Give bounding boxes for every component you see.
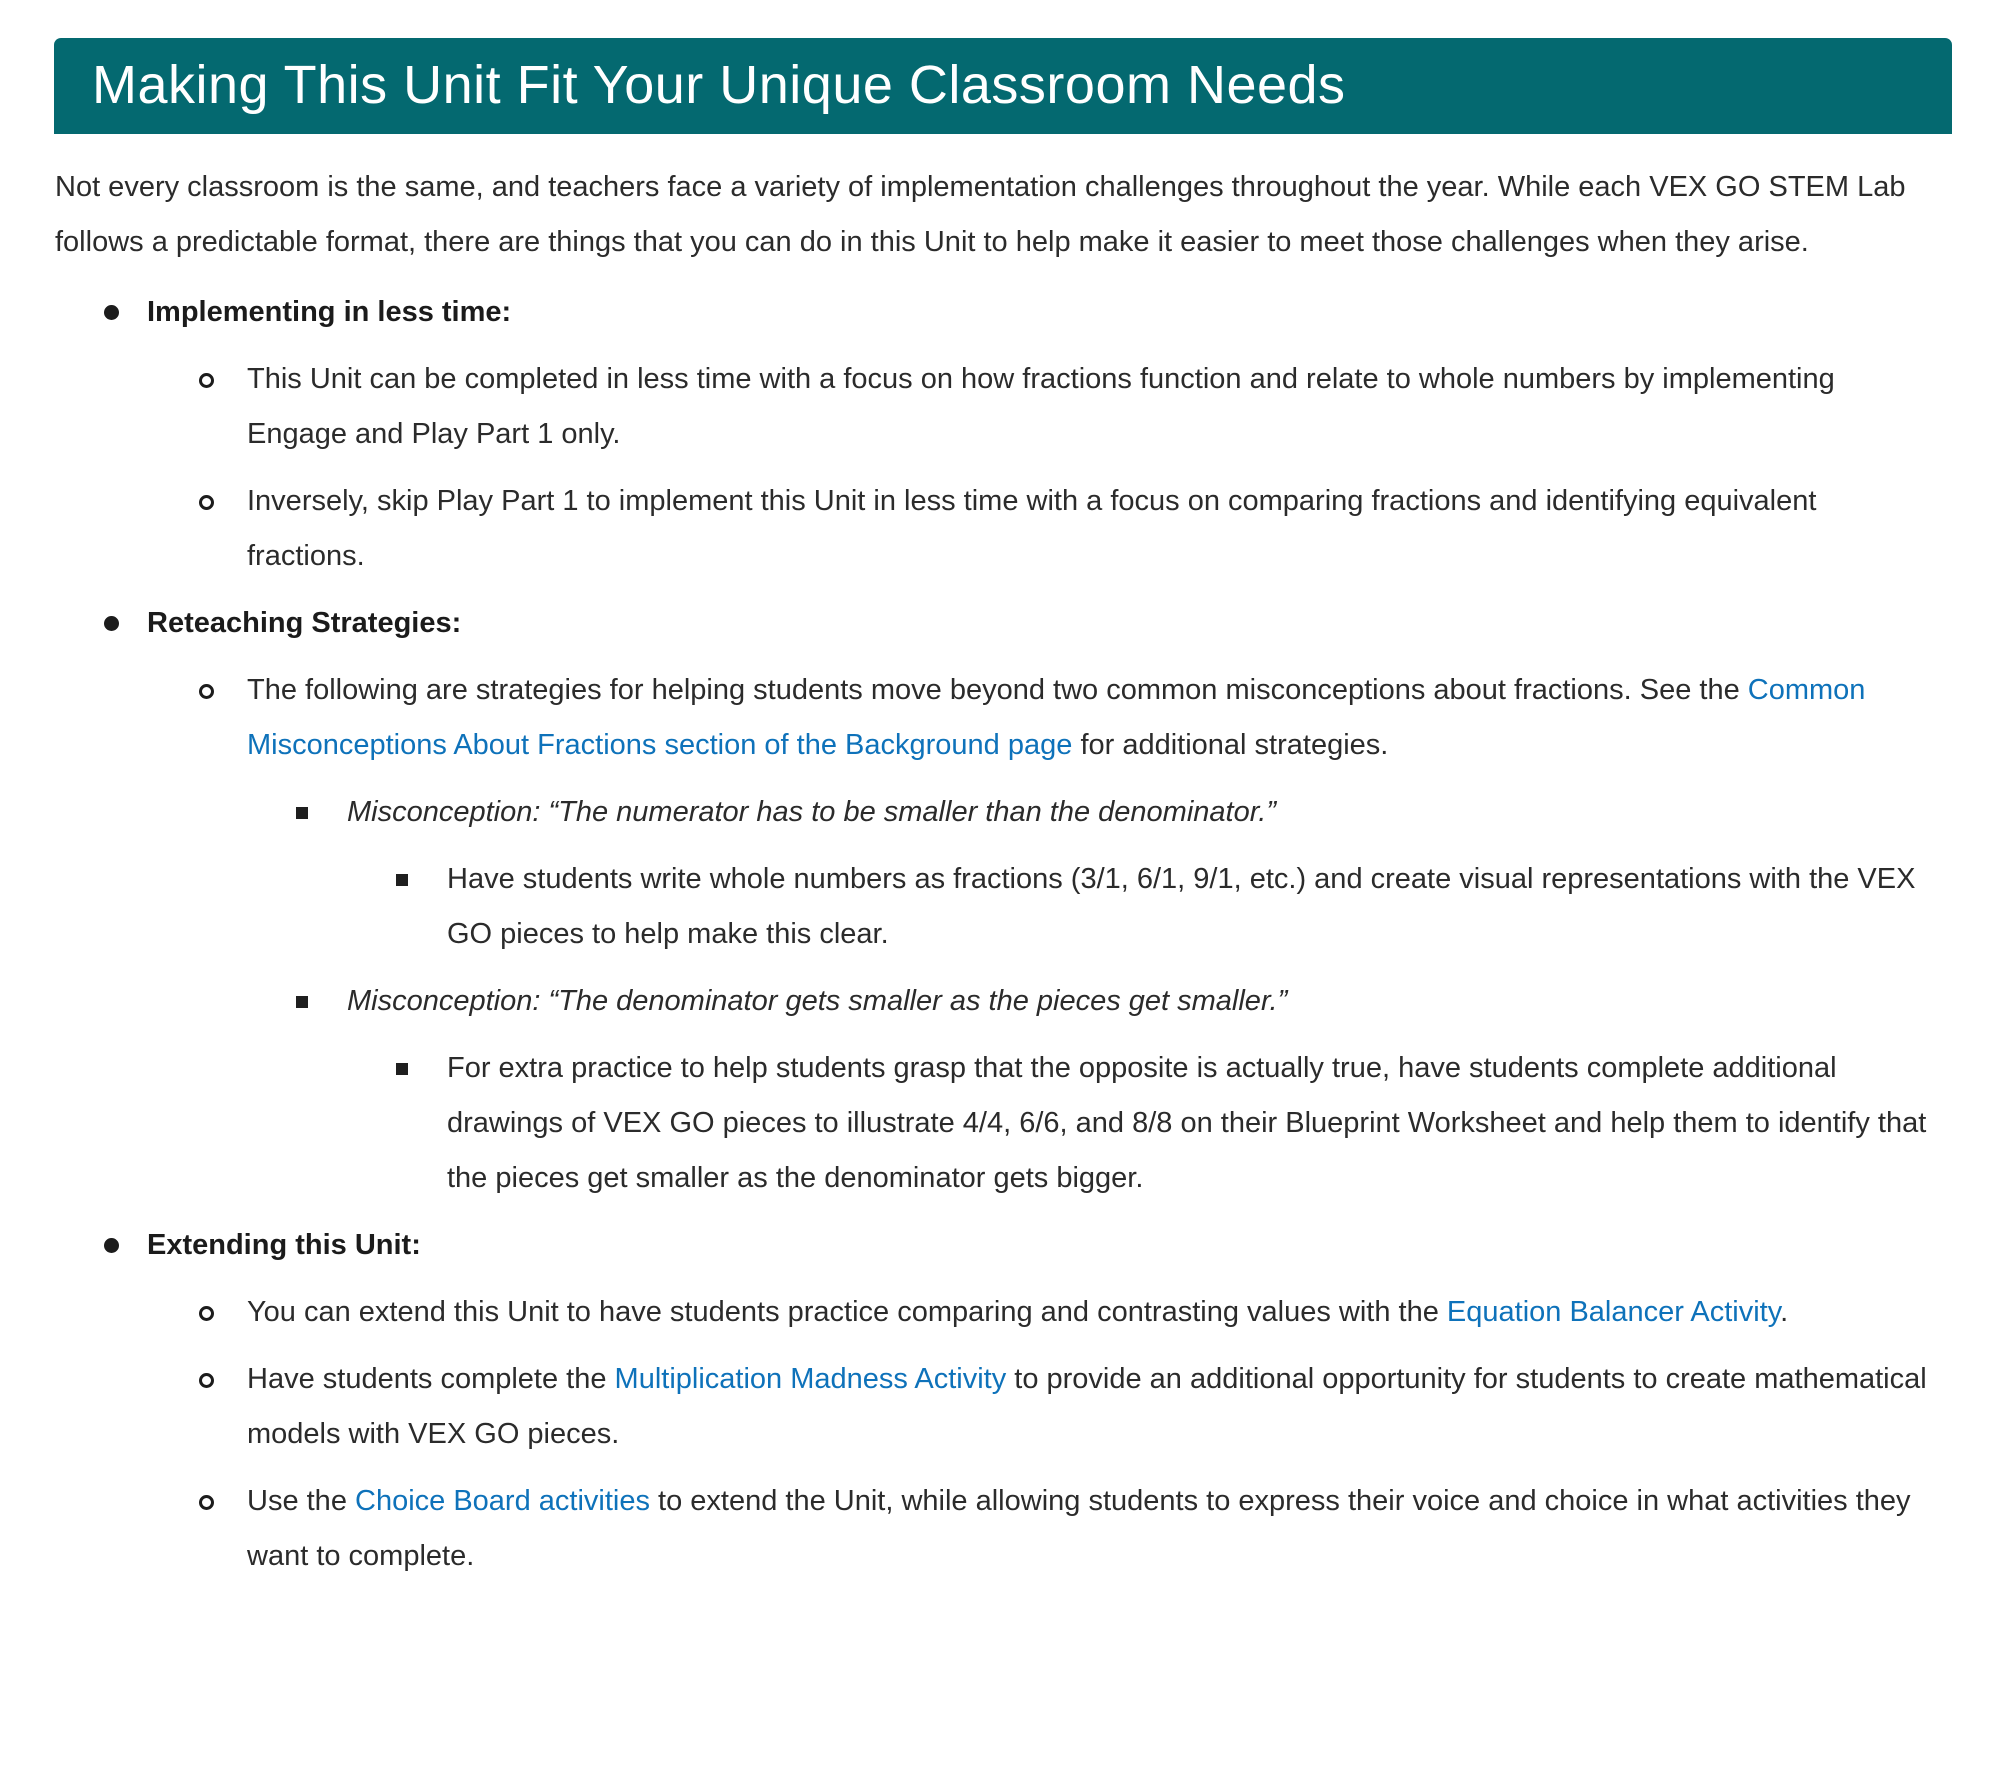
reteaching-sublist (147, 663, 1932, 1206)
list-item-misconception-denominator (347, 974, 1932, 1206)
item-text: to provide an additional opportunity for students to create mathematical models with VEX GO pieces. (247, 1363, 1927, 1450)
intro-paragraph: Not every classroom is the same, and teachers face a variety of implementation challenges throughout the year. While each VEX GO STEM Lab follows a predictable format, there are things that you can do in this Unit to help make it easier to meet those challenges when they arise. (55, 171, 1906, 258)
list-item (447, 1041, 1932, 1206)
link-equation-balancer-activity[interactable]: Equation Balancer Activity (1446, 1296, 1781, 1328)
list-item (247, 1285, 1932, 1340)
list-item (247, 1352, 1932, 1462)
customization-options-list (55, 285, 1932, 1584)
link-common-misconceptions-background-page[interactable]: Common Misconceptions About Fractions section of the Background page (247, 674, 1866, 761)
misconceptions-list (247, 785, 1932, 1206)
page-title: Making This Unit Fit Your Unique Classroom Needs (92, 55, 1346, 115)
list-item-reteaching-strategies (147, 596, 1932, 1206)
list-item-misconception-numerator (347, 785, 1932, 962)
item-text: This Unit can be completed in less time with a focus on how fractions function and relate to whole numbers by implementing Engage and Play Part 1 only. (247, 363, 1835, 450)
item-text: Have students write whole numbers as fractions (3/1, 6/1, 9/1, etc.) and create visual representations with the VEX GO pieces to help make this clear. (447, 863, 1916, 950)
list-item-extending-unit (147, 1218, 1932, 1584)
extending-sublist (147, 1285, 1932, 1584)
item-text: You can extend this Unit to have students practice comparing and contrasting values with the (247, 1296, 1447, 1328)
item-text: Have students complete the (247, 1363, 615, 1395)
item-text: For extra practice to help students grasp that the opposite is actually true, have students complete additional drawings of VEX GO pieces to illustrate 4/4, 6/6, and 8/8 on their Blueprint Worksheet and help them to identify that the pieces get smaller as the denominator gets bigger. (447, 1052, 1927, 1194)
list-item (247, 352, 1932, 462)
list-item-implementing-less-time (147, 285, 1932, 584)
item-text: Inversely, skip Play Part 1 to implement this Unit in less time with a focus on comparing fractions and identifying equivalent fractions. (247, 485, 1817, 572)
link-choice-board-activities[interactable]: Choice Board activities (355, 1485, 650, 1517)
misconception-text: Misconception: “The numerator has to be smaller than the denominator.” (347, 796, 1277, 828)
misconception-tips-list (347, 1041, 1932, 1206)
list-item (247, 663, 1932, 1206)
list-item (447, 852, 1932, 962)
item-text: for additional strategies. (1072, 729, 1389, 761)
item-text: The following are strategies for helping students move beyond two common misconceptions about fractions. See the (247, 674, 1748, 706)
item-text: to extend the Unit, while allowing students to express their voice and choice in what activities they want to complete. (247, 1485, 1911, 1572)
page-header-banner (54, 38, 1952, 134)
section-heading-reteaching: Reteaching Strategies: (147, 607, 462, 639)
item-text: Use the (247, 1485, 355, 1517)
misconception-text: Misconception: “The denominator gets smaller as the pieces get smaller.” (347, 985, 1288, 1017)
link-multiplication-madness-activity[interactable]: Multiplication Madness Activity (614, 1363, 1007, 1395)
misconception-tips-list (347, 852, 1932, 962)
section-heading-implementing: Implementing in less time: (147, 296, 512, 328)
page-content (40, 160, 1952, 1584)
list-item (247, 1474, 1932, 1584)
item-text: . (1780, 1296, 1789, 1328)
section-heading-extending: Extending this Unit: (147, 1229, 421, 1261)
implementing-sublist (147, 352, 1932, 584)
list-item (247, 474, 1932, 584)
